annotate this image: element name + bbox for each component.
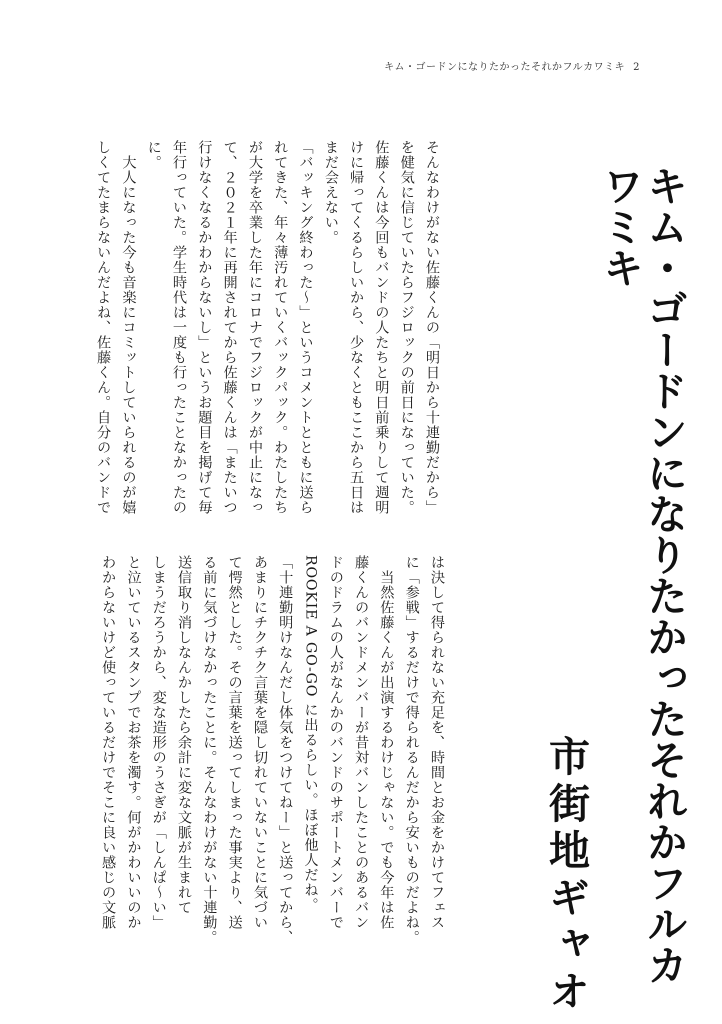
page-number: 2	[633, 62, 640, 73]
text-line: 「十連勤明けなんだし体気をつけてねー」と送ってから、	[277, 555, 294, 945]
text-line: ROOKIE A GO-GO に出るらしい。ほぼ他人だね。	[302, 555, 319, 913]
text-line: そんなわけがない佐藤くんの「明日から十連勤だから」	[424, 140, 440, 515]
text-line: しまうだろうから、変な造形のうさぎが「しんぱ～い」	[150, 555, 167, 930]
article-title: キム・ゴードンになりたかったそれかフルカワミキ	[596, 165, 688, 985]
text-line: と泣いているスタンプでお茶を濁す。何がかわいいのか	[125, 555, 142, 930]
body-text-lower	[100, 555, 449, 947]
text-line: 佐藤くんは今回もバンドの人たちと明日前乗りして週明	[373, 140, 390, 515]
body-text-upper	[95, 140, 444, 532]
text-line: ドのドラムの人がなんかのバンドのサポートメンバーで	[327, 555, 344, 930]
text-line: まだ会えない。	[322, 140, 339, 245]
text-line: 藤くんのバンドメンバーが昔対バンしたことのあるバン	[353, 555, 370, 930]
text-line: を健気に信じていたらフジロックの前日になっていた。	[398, 140, 415, 515]
author-name: 市街地ギャオ	[542, 735, 590, 1017]
text-line: しくてたまらないんだよね、佐藤くん。自分のバンドで	[95, 140, 112, 515]
text-line: て、２０２１年に再開されてから佐藤くんは「またいつ	[221, 140, 238, 515]
text-line: 当然佐藤くんが出演するわけじゃない。でも今年は佐	[378, 555, 395, 930]
text-line: に。	[145, 140, 162, 170]
text-line: わからないけど使っているだけでそこに良い感じの文脈	[100, 555, 117, 930]
text-line: る前に気づけなかったことに。そんなわけがない十連勤。	[201, 555, 218, 945]
running-header	[384, 58, 640, 73]
text-line: 大人になった今も音楽にコミットしていられるのが嬉	[120, 140, 137, 515]
text-line: 「バッキング終わった～」というコメントとともに送ら	[297, 140, 314, 515]
text-line: 送信取り消しなんかしたら余計に変な文脈が生まれて	[176, 555, 193, 915]
text-line: 年行っていた。学生時代は一度も行ったことなかったの	[171, 140, 188, 515]
text-line: に「参戦」するだけで得られるんだから安いものだよね。	[403, 555, 420, 945]
running-title: キム・ゴードンになりたかったそれかフルカワミキ	[384, 62, 626, 73]
text-line: て愕然とした。その言葉を送ってしまった事実より、送	[226, 555, 243, 930]
text-line: れてきた、年々薄汚れていくバックパック。わたしたち	[272, 140, 289, 515]
text-line: けに帰ってくるらしいから、少なくともここから五日は	[348, 140, 365, 515]
text-line: が大学を卒業した年にコロナでフジロックが中止になっ	[246, 140, 263, 515]
text-line: 行けなくなるかわからないし」というお題目を掲げて毎	[196, 140, 213, 515]
text-line: は決して得られない充足を、時間とお金をかけてフェス	[429, 555, 445, 930]
text-line: あまりにチクチク言葉を隠し切れていないことに気づい	[251, 555, 268, 930]
